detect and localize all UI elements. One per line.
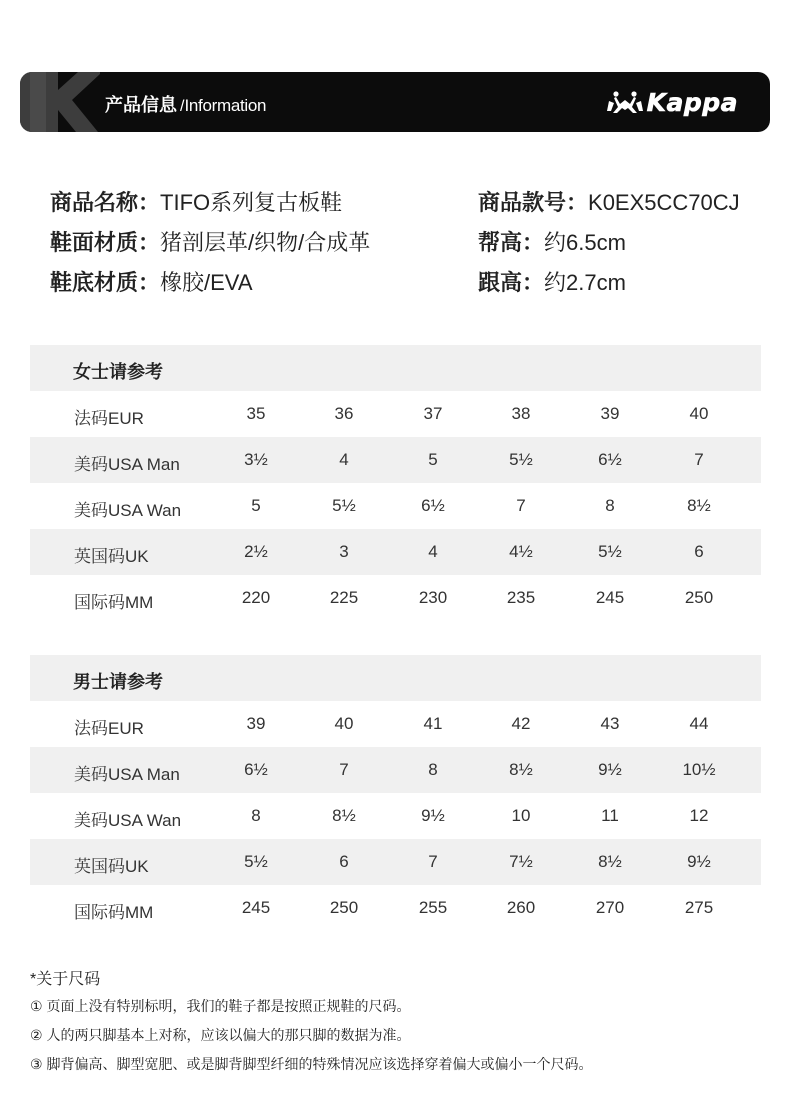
size-cell: 245 — [595, 588, 625, 607]
product-name-row — [50, 186, 342, 217]
men-row-usa-wan — [30, 793, 761, 839]
size-cell: 250 — [329, 898, 359, 917]
size-cell: 3 — [339, 542, 349, 561]
size-cell: 225 — [329, 588, 359, 607]
row-label: 美码USA Wan — [74, 811, 182, 830]
upper-material-label: 鞋面材质： — [50, 230, 161, 255]
size-cell: 8 — [605, 496, 615, 515]
header-title — [105, 91, 266, 117]
row-label: 法码EUR — [74, 409, 144, 428]
size-cell: 5½ — [244, 852, 268, 871]
men-size-table-title — [30, 655, 761, 701]
women-size-table-title-text: 女士请参考 — [73, 362, 163, 382]
size-cell: 9½ — [421, 806, 445, 825]
kappa-logo — [607, 89, 738, 115]
k-letter-mark — [20, 72, 100, 132]
size-cell: 230 — [418, 588, 448, 607]
men-row-eur — [30, 701, 761, 747]
size-cell: 10½ — [682, 760, 716, 779]
sole-material-row — [50, 266, 253, 297]
women-row-eur — [30, 391, 761, 437]
size-cell: 4½ — [509, 542, 533, 561]
size-cell: 12 — [689, 806, 709, 825]
size-cell: 9½ — [598, 760, 622, 779]
size-cell: 38 — [511, 404, 531, 423]
size-cell: 5½ — [332, 496, 356, 515]
size-cell: 40 — [689, 404, 709, 423]
men-row-uk — [30, 839, 761, 885]
row-label: 英国码UK — [74, 547, 149, 566]
men-size-table-title-text: 男士请参考 — [73, 672, 163, 692]
size-cell: 5½ — [509, 450, 533, 469]
size-cell: 5 — [428, 450, 438, 469]
size-cell: 270 — [595, 898, 625, 917]
size-cell: 6½ — [421, 496, 445, 515]
size-cell: 275 — [684, 898, 714, 917]
size-cell: 3½ — [244, 450, 268, 469]
heel-height-row — [478, 266, 626, 297]
size-cell: 42 — [511, 714, 531, 733]
row-label: 法码EUR — [74, 719, 144, 738]
size-cell: 8½ — [687, 496, 711, 515]
header-title-separator: / — [180, 98, 185, 115]
sole-material-value: 橡胶/EVA — [160, 270, 253, 295]
size-cell: 10 — [511, 806, 531, 825]
product-sku-label: 商品款号： — [478, 190, 589, 215]
size-cell: 35 — [246, 404, 266, 423]
women-row-uk — [30, 529, 761, 575]
women-row-mm — [30, 575, 761, 621]
size-cell: 235 — [506, 588, 536, 607]
size-cell: 9½ — [687, 852, 711, 871]
collar-height-value: 约6.5cm — [544, 230, 626, 255]
size-cell: 37 — [423, 404, 443, 423]
collar-height-row — [478, 226, 626, 257]
women-size-table-title — [30, 345, 761, 391]
heel-height-value: 约2.7cm — [544, 270, 626, 295]
size-cell: 2½ — [244, 542, 268, 561]
size-cell: 41 — [423, 714, 443, 733]
kappa-omini-icon — [607, 91, 643, 113]
row-label: 美码USA Wan — [74, 501, 182, 520]
upper-material-value: 猪剖层革/织物/合成革 — [160, 230, 371, 255]
size-cell: 36 — [334, 404, 354, 423]
size-note-1: ① 页面上没有特别标明，我们的鞋子都是按照正规鞋的尺码。 — [30, 998, 411, 1014]
women-row-usa-wan — [30, 483, 761, 529]
size-cell: 7 — [516, 496, 526, 515]
product-name-value: TIFO系列复古板鞋 — [160, 190, 343, 215]
size-cell: 8½ — [598, 852, 622, 871]
row-label: 美码USA Man — [74, 765, 180, 784]
size-cell: 8 — [251, 806, 261, 825]
size-notes-title: *关于尺码 — [30, 971, 101, 988]
size-cell: 260 — [506, 898, 536, 917]
size-cell: 7 — [694, 450, 704, 469]
size-cell: 8½ — [509, 760, 533, 779]
men-row-mm — [30, 885, 761, 931]
row-label: 国际码MM — [74, 593, 154, 612]
row-label: 国际码MM — [74, 903, 154, 922]
product-sku-value: K0EX5CC70CJ — [588, 190, 740, 215]
product-sku-row — [478, 186, 740, 217]
header-title-cn: 产品信息 — [105, 95, 177, 115]
size-cell: 250 — [684, 588, 714, 607]
size-note-3: ③ 脚背偏高、脚型宽肥、或是脚背脚型纤细的特殊情况应该选择穿着偏大或偏小一个尺码。 — [30, 1056, 593, 1072]
row-label: 美码USA Man — [74, 455, 180, 474]
size-note-2: ② 人的两只脚基本上对称，应该以偏大的那只脚的数据为准。 — [30, 1027, 411, 1043]
product-name-label: 商品名称： — [50, 190, 161, 215]
collar-height-label: 帮高： — [478, 230, 545, 255]
size-cell: 7 — [339, 760, 349, 779]
size-cell: 5 — [251, 496, 261, 515]
row-label: 英国码UK — [74, 857, 149, 876]
size-cell: 39 — [246, 714, 266, 733]
heel-height-label: 跟高： — [478, 270, 545, 295]
size-cell: 6½ — [244, 760, 268, 779]
size-cell: 6 — [694, 542, 704, 561]
size-cell: 43 — [600, 714, 620, 733]
kappa-wordmark: Kappa — [646, 87, 738, 117]
sole-material-label: 鞋底材质： — [50, 270, 161, 295]
size-cell: 8 — [428, 760, 438, 779]
size-cell: 255 — [418, 898, 448, 917]
size-cell: 220 — [241, 588, 271, 607]
size-cell: 39 — [600, 404, 620, 423]
size-cell: 5½ — [598, 542, 622, 561]
upper-material-row — [50, 226, 370, 257]
men-row-usa-man — [30, 747, 761, 793]
size-cell: 6½ — [598, 450, 622, 469]
size-cell: 11 — [601, 806, 619, 825]
size-cell: 4 — [339, 450, 349, 469]
header-title-en: Information — [184, 96, 267, 115]
women-row-usa-man — [30, 437, 761, 483]
size-cell: 44 — [689, 714, 709, 733]
size-cell: 8½ — [332, 806, 356, 825]
size-cell: 6 — [339, 852, 349, 871]
info-header-banner — [20, 72, 770, 132]
size-cell: 4 — [428, 542, 438, 561]
size-cell: 245 — [241, 898, 271, 917]
size-cell: 7 — [428, 852, 438, 871]
size-cell: 7½ — [509, 852, 533, 871]
size-cell: 40 — [334, 714, 354, 733]
